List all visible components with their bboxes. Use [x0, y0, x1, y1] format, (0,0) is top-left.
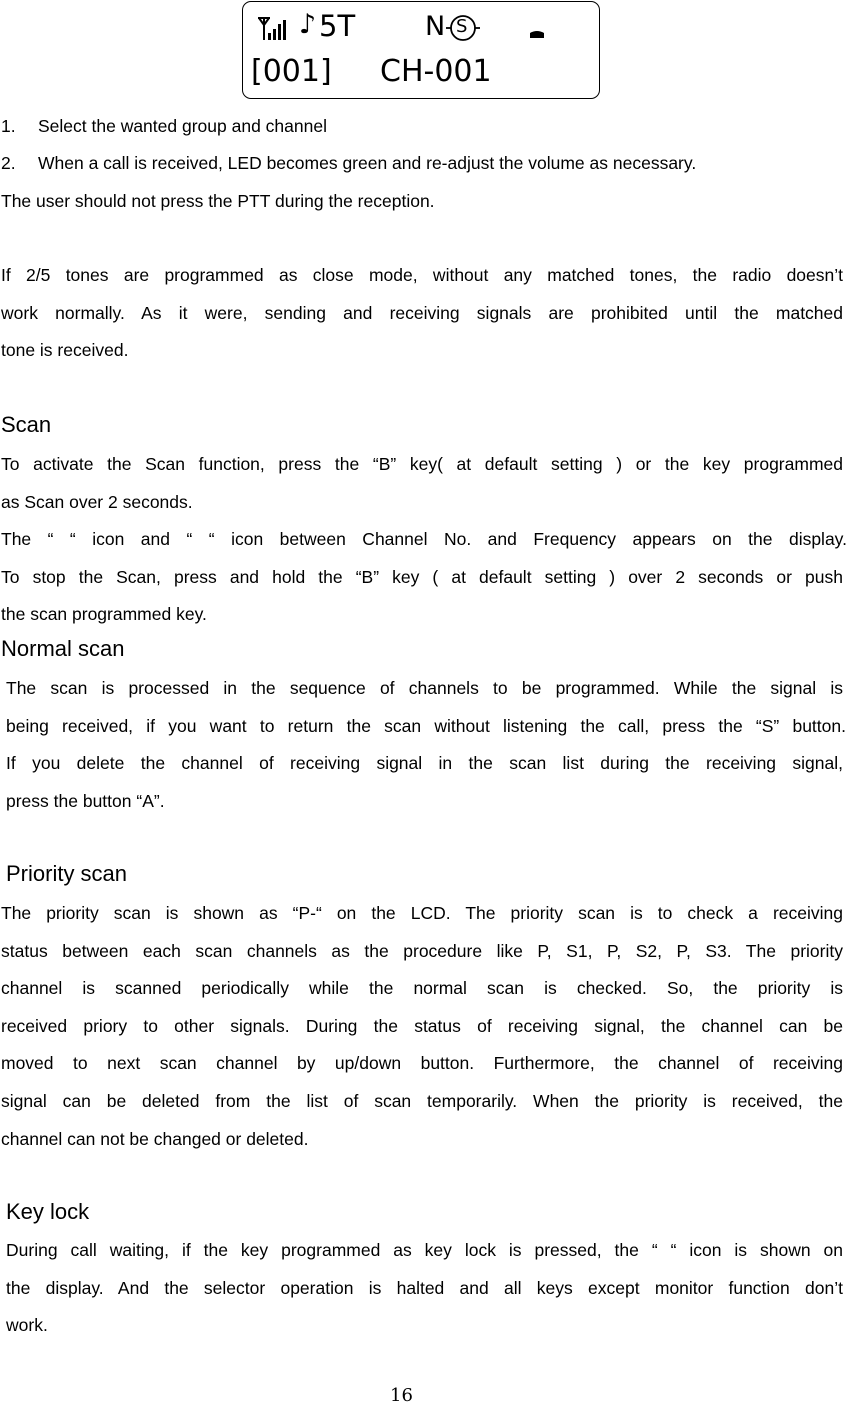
music-note-icon: ♪ — [299, 9, 317, 40]
step-number: 1. — [1, 116, 16, 136]
step-text: Select the wanted group and channel — [38, 116, 327, 136]
text-line: If you delete the channel of receiving signal in the scan list during the receiving signal, — [6, 753, 843, 774]
text-line: To activate the Scan function, press the “B” key( at default setting ) or the key programmed — [1, 454, 843, 474]
scan-heading: Scan — [1, 412, 52, 437]
text-line: moved to next scan channel by up/down button. Furthermore, the channel of receiving — [1, 1053, 843, 1074]
text-line: channel can not be changed or deleted. — [1, 1128, 309, 1149]
channel-name: CH-001 — [380, 54, 492, 89]
text-line: the display. And the selector operation is halted and all keys except monitor function don’t — [6, 1277, 843, 1298]
text-line: received priory to other signals. During the status of receiving signal, the channel can be — [1, 1015, 843, 1036]
text-line: The scan is processed in the sequence of channels to be programmed. While the signal is — [6, 678, 843, 698]
page-number: 16 — [390, 1385, 413, 1406]
text-line: work normally. As it were, sending and receiving signals are prohibited until the matched — [1, 302, 843, 323]
step-text: When a call is received, LED becomes green and re-adjust the volume as necessary. — [38, 153, 697, 173]
reception-note: The user should not press the PTT during the reception. — [1, 191, 435, 211]
text-line: tone is received. — [1, 340, 129, 361]
key-lock-heading: Key lock — [6, 1199, 90, 1224]
text-line: If 2/5 tones are programmed as close mode, without any matched tones, the radio doesn’t — [1, 265, 843, 285]
text-line: status between each scan channels as the procedure like P, S1, P, S2, P, S3. The priority — [1, 940, 843, 961]
tone-indicator: 5T — [319, 9, 356, 43]
text-line: To stop the Scan, press and hold the “B” key ( at default setting ) over 2 seconds or push — [1, 566, 843, 587]
step-number: 2. — [1, 153, 16, 173]
priority-scan-heading: Priority scan — [6, 861, 128, 886]
normal-scan-paragraph — [6, 670, 846, 820]
mode-letter: N — [425, 11, 446, 42]
text-line: press the button “A”. — [6, 790, 165, 811]
text-line: During call waiting, if the key programmed as key lock is pressed, the “ “ icon is shown on — [6, 1240, 843, 1260]
key-lock-paragraph — [6, 1232, 843, 1345]
tones-paragraph — [1, 257, 843, 370]
text-line: signal can be deleted from the list of scan temporarily. When the priority is received, the — [1, 1090, 843, 1111]
text-line: the scan programmed key. — [1, 604, 207, 625]
signal-strength-icon — [257, 16, 289, 42]
text-line: channel is scanned periodically while the normal scan is checked. So, the priority is — [1, 978, 843, 999]
text-line: The “ “ icon and “ “ icon between Channel No. and Frequency appears on the display. — [1, 529, 847, 550]
scan-paragraph — [1, 446, 847, 634]
battery-icon — [528, 30, 546, 40]
scan-badge — [448, 13, 478, 43]
scan-badge-letter: S — [456, 16, 468, 37]
text-line: work. — [6, 1315, 48, 1336]
group-number: [001] — [251, 54, 332, 89]
normal-scan-heading: Normal scan — [1, 636, 125, 661]
text-line: being received, if you want to return the scan without listening the call, press the “S” button. — [6, 715, 846, 736]
priority-scan-paragraph — [1, 895, 843, 1158]
lcd-display — [242, 1, 600, 99]
text-line: as Scan over 2 seconds. — [1, 491, 193, 512]
text-line: The priority scan is shown as “P-“ on the LCD. The priority scan is to check a receiving — [1, 903, 843, 923]
